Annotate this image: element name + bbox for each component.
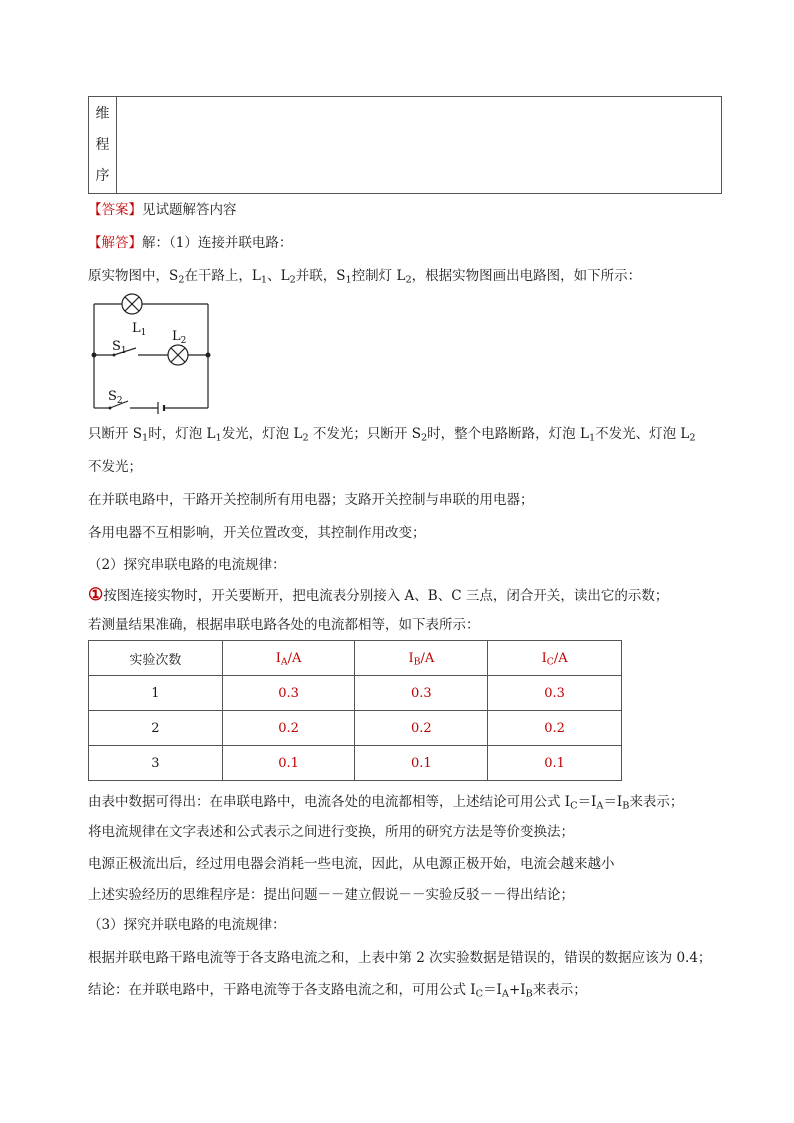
- side-char-2: 程: [95, 136, 110, 153]
- table-cell: 0.1: [355, 746, 488, 781]
- paragraph-section-3: （3）探究并联电路的电流规律：: [88, 917, 286, 933]
- subscript: A: [501, 988, 509, 1000]
- subscript: C: [570, 800, 578, 812]
- header-ia: $I_A/A$: [222, 641, 355, 676]
- table-cell: 2: [89, 711, 223, 746]
- subscript: 1: [260, 274, 268, 286]
- paragraph-parallel-control: 在并联电路中，干路开关控制所有用电器；支路开关控制与串联的用电器；: [88, 492, 534, 508]
- text-seg: ＝I: [603, 794, 623, 810]
- side-char-3: 序: [95, 167, 110, 184]
- paragraph-method: 将电流规律在文字表述和公式表示之间进行变换，所用的研究方法是等价变换法；: [88, 824, 574, 840]
- battery-symbol: [158, 402, 164, 414]
- junction-dot-left: [92, 353, 97, 358]
- solution-text: 解：（1）连接并联电路：: [142, 235, 293, 251]
- solution-tag: 【解答】: [88, 235, 142, 251]
- answer-text: 见试题解答内容: [142, 202, 237, 218]
- text-seg: 时，灯泡 L: [148, 426, 216, 442]
- header-trial: 实验次数: [89, 641, 223, 676]
- header-ib: $I_B/A$: [355, 641, 488, 676]
- subscript: A: [596, 800, 604, 812]
- table-cell: 0.2: [488, 711, 622, 746]
- table-header-row: [89, 641, 622, 676]
- subscript: 1: [345, 274, 352, 286]
- text-seg: ＝I: [577, 794, 597, 810]
- paragraph-thinking-process: 上述实验经历的思维程序是：提出问题－－建立假说－－实验反驳－－得出结论；: [88, 887, 574, 903]
- text-seg: 结论：在并联电路中，干路电流等于各支路电流之和，可用公式 I: [88, 982, 476, 998]
- text-seg: 原实物图中，S: [88, 268, 179, 284]
- solution-line: [88, 233, 292, 253]
- header-ic: $I_C/A$: [488, 641, 622, 676]
- text-seg: 控制灯 L: [351, 268, 406, 284]
- subscript: 2: [302, 432, 309, 444]
- text-seg: 只断开 S: [88, 426, 143, 442]
- table-cell: 0.1: [488, 746, 622, 781]
- table-cell: 0.2: [355, 711, 488, 746]
- subscript: 2: [689, 432, 696, 444]
- method-table-side-label: [89, 97, 117, 193]
- paragraph-circuit-desc: [88, 266, 641, 286]
- paragraph-table-intro: 若测量结果准确，根据串联电路各处的电流都相等，如下表所示：: [88, 617, 480, 633]
- subscript: 2: [178, 274, 185, 286]
- current-data-table: [88, 640, 622, 781]
- text-seg: 发光，灯泡 L: [221, 426, 303, 442]
- paragraph-parallel-conclusion: [88, 980, 587, 1000]
- paragraph-step-1: [88, 585, 668, 606]
- text-seg: 不发光；只断开 S: [308, 426, 421, 442]
- text-seg: 来表示；: [532, 982, 587, 998]
- subscript: 2: [405, 274, 412, 286]
- answer-line: [88, 200, 237, 220]
- text-seg: 不发光、灯泡 L: [595, 426, 690, 442]
- paragraph-parallel-error: 根据并联电路干路电流等于各支路电流之和，上表中第 2 次实验数据是错误的，错误的数据应该为 0.4；: [88, 950, 712, 966]
- text-seg: 时，整个电路断路，灯泡 L: [427, 426, 589, 442]
- table-cell: 0.3: [488, 676, 622, 711]
- text-seg: 在干路上，L: [184, 268, 261, 284]
- subscript: 2: [420, 432, 428, 444]
- subscript: 1: [215, 432, 222, 444]
- paragraph-switch-effect-cont: 不发光；: [88, 459, 142, 475]
- label-s2: $S_2$: [108, 389, 123, 406]
- table-cell: 0.3: [222, 676, 355, 711]
- lamp-l1-symbol: [122, 294, 142, 314]
- answer-tag: 【答案】: [88, 202, 142, 218]
- label-l2: $L_2$: [172, 329, 187, 346]
- paragraph-section-2: （2）探究串联电路的电流规律：: [88, 557, 286, 573]
- subscript: 1: [142, 432, 149, 444]
- paragraph-series-conclusion: [88, 792, 683, 812]
- paragraph-misconception: 电源正极流出后，经过用电器会消耗一些电流，因此，从电源正极开始，电流会越来越小: [88, 856, 615, 872]
- subscript: 1: [588, 432, 596, 444]
- table-row: [89, 711, 622, 746]
- subscript: B: [622, 800, 630, 812]
- table-row: [89, 746, 622, 781]
- text-seg: ＝I: [483, 982, 502, 998]
- table-cell: 0.3: [355, 676, 488, 711]
- table-row: [89, 676, 622, 711]
- lamp-l2-symbol: [168, 345, 188, 365]
- subscript: B: [525, 988, 533, 1000]
- text-seg: 并联，S: [295, 268, 346, 284]
- text-seg: 来表示；: [629, 794, 684, 810]
- subscript: 2: [289, 274, 296, 286]
- text-seg: +I: [508, 982, 526, 998]
- paragraph-independence: 各用电器不互相影响，开关位置改变，其控制作用改变；: [88, 525, 426, 541]
- table-cell: 3: [89, 746, 223, 781]
- junction-dot-right: [206, 353, 211, 358]
- circuit-diagram: [88, 288, 228, 418]
- side-char-1: 维: [95, 106, 110, 123]
- method-table-box: [88, 96, 722, 194]
- circled-number: ①: [88, 585, 104, 605]
- text-seg: 、L: [267, 268, 290, 284]
- table-cell: 0.2: [222, 711, 355, 746]
- table-cell: 0.1: [222, 746, 355, 781]
- table-cell: 1: [89, 676, 223, 711]
- text-seg: ，根据实物图画出电路图，如下所示：: [411, 268, 642, 284]
- text-seg: 由表中数据可得出：在串联电路中，电流各处的电流都相等，上述结论可用公式 I: [88, 794, 571, 810]
- label-s1: $S_1$: [112, 339, 127, 356]
- subscript: C: [475, 988, 484, 1000]
- label-l1: $L_1$: [132, 321, 147, 338]
- step-1-text: 按图连接实物时，开关要断开，把电流表分别接入 A、B、C 三点，闭合开关，读出它的示数；: [103, 588, 669, 604]
- paragraph-switch-effect: [88, 424, 696, 444]
